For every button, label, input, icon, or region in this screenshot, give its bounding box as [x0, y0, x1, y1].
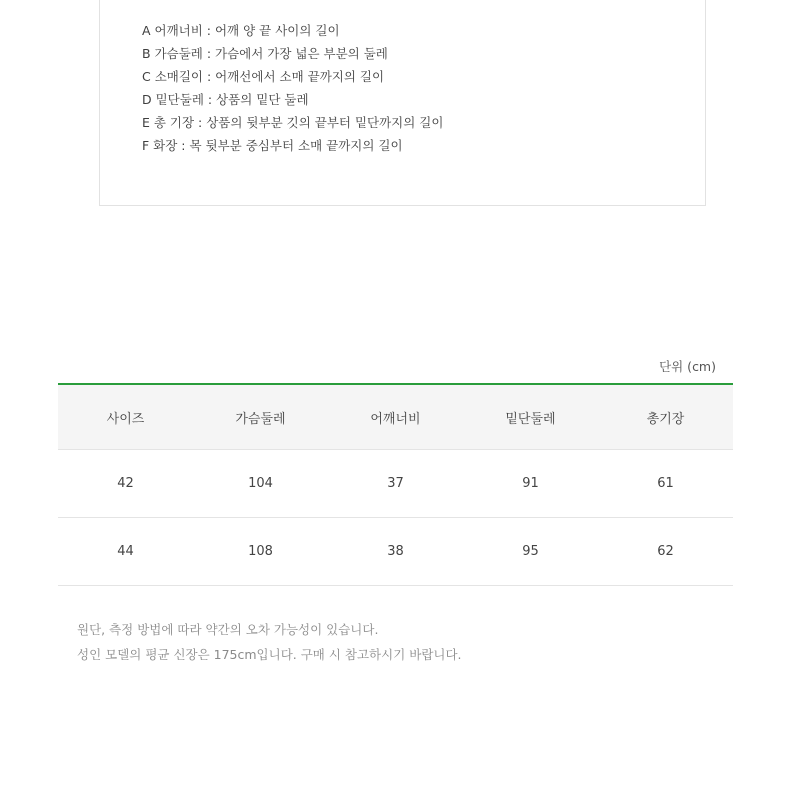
header-size: 사이즈: [58, 384, 193, 450]
notes: [77, 617, 462, 667]
note-measurement-tolerance: 원단, 측정 방법에 따라 약간의 오차 가능성이 있습니다.: [77, 622, 379, 637]
table-row: [58, 450, 733, 518]
measurement-guide-box: [99, 0, 706, 206]
cell-size: 44: [58, 518, 193, 586]
unit-label: 단위 (cm): [659, 359, 716, 374]
table-row: [58, 518, 733, 586]
header-total-length: 총기장: [598, 384, 733, 450]
guide-item-hem: D 밑단둘레 : 상품의 밑단 둘레: [142, 92, 309, 107]
cell-total-length: 61: [598, 450, 733, 518]
measurement-guide-list: [142, 19, 443, 157]
guide-item-total-length: E 총 기장 : 상품의 뒷부분 깃의 끝부터 밑단까지의 길이: [142, 115, 444, 130]
guide-item-shoulder-width: A 어깨너비 : 어깨 양 끝 사이의 길이: [142, 23, 340, 38]
cell-shoulder: 37: [328, 450, 463, 518]
table-header-row: [58, 384, 733, 450]
size-table: [58, 383, 733, 586]
header-shoulder: 어깨너비: [328, 384, 463, 450]
note-model-height: 성인 모델의 평균 신장은 175cm입니다. 구매 시 참고하시기 바랍니다.: [77, 647, 462, 662]
guide-item-sleeve-length: C 소매길이 : 어깨선에서 소매 끝까지의 길이: [142, 69, 385, 84]
cell-hem: 95: [463, 518, 598, 586]
cell-hem: 91: [463, 450, 598, 518]
cell-chest: 108: [193, 518, 328, 586]
cell-chest: 104: [193, 450, 328, 518]
cell-total-length: 62: [598, 518, 733, 586]
header-hem: 밑단둘레: [463, 384, 598, 450]
header-chest: 가슴둘레: [193, 384, 328, 450]
cell-size: 42: [58, 450, 193, 518]
guide-item-chest: B 가슴둘레 : 가슴에서 가장 넓은 부분의 둘레: [142, 46, 388, 61]
cell-shoulder: 38: [328, 518, 463, 586]
guide-item-sleeve-from-neck: F 화장 : 목 뒷부분 중심부터 소매 끝까지의 길이: [142, 138, 403, 153]
